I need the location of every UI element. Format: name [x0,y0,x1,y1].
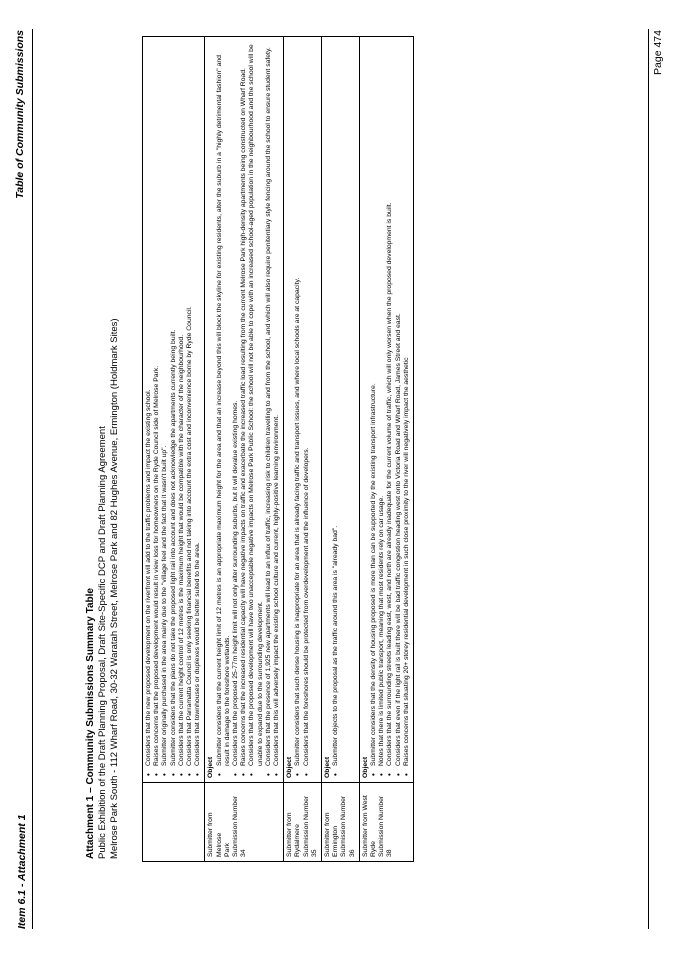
comment-point: • Raises concerns that the proposed development would result in view loss for homeowners on the Ryde Council side of Melrose Park. [153,41,161,766]
comment-point: • Considers that townhouses or duplexes would be better suited to the area. [194,41,202,766]
objection-label: Object [207,756,215,778]
submitter-line: Ryde [370,841,378,857]
comment-point: • Considers that the current height control of 12 metres is the maximum height that would be compatible with the character of the neighbourhood. [178,41,186,766]
comment-point: • Submitter objects to the proposal as the traffic around this area is "already bad". [332,41,340,766]
submitter-line: Submission Number 34 [232,795,248,857]
submitter-line: Park [223,843,231,857]
comment-point: • Submitter considers that the density of housing proposed is more than can be supported by the existing transport infrastructure. [370,41,378,766]
header-rule [32,29,33,929]
submitter-line: Ermington [332,826,340,857]
comment-point: • Submitter considers that such dense housing is inappropriate for an area that is already facing traffic and transport issues, and where local schools are at capacity. [294,41,302,766]
exhibition-subtitle: Public Exhibition of the Draft Planning Proposal, Draft Site-Specific DCP and Draft Planning Agreement [97,426,108,859]
comment-point: • Considers that Parramatta Council is only seeking financial benefits and not taking into account the extra cost and inconvenience borne by Ryde Council. [186,41,194,766]
submitter-line: Submission Number 36 [340,795,356,857]
submitter-cell [359,783,413,862]
submitter-cell [284,783,322,862]
attachment-title: Attachment 1 – Community Submissions Summary Table [85,588,96,859]
comment-point: • Considers that the foreshores should be protected from overdevelopment and the influence of developers. [303,41,311,766]
comment-cell [143,37,205,783]
item-header: Item 6.1 - Attachment 1 [16,814,28,929]
comment-point: • Considers that this will adversely impact the existing school culture and current, highly-positive learning environment. [273,41,281,766]
table-row [143,37,205,862]
site-subtitle: Melrose Park South - 112 Wharf Road, 30-32 Waratah Street, Melrose Park and 82 Hughes Avenue, Ermington (Holdmark Sites) [109,318,120,859]
comment-cell [359,37,413,783]
submissions-table [142,36,414,862]
table-row [205,37,284,862]
objection-label: Object [324,756,332,778]
comment-list [216,41,282,778]
comment-point: • Submitter originally purchased in the area mainly due to the "village feel and the fact that it wasn't built up". [161,41,169,766]
submitter-line: Submitter from Melrose [207,812,223,857]
comment-cell [284,37,322,783]
comment-point: • Submitter considers that the current height limit of 12 metres is an appropriate maximum height for the area and that an increase beyond this will block the skyline for existing residents, alter the suburb in a "highly detrimental fashion" and result in damage to the foreshore wetlands. [216,41,232,766]
comment-list [145,41,202,778]
submitter-line: Submission Number 38 [378,795,394,857]
title-block [84,99,121,859]
submitter-line: Submitter from West [361,795,369,857]
document-title-header: Table of Community Submissions [14,30,26,199]
submitter-cell [205,783,284,862]
comment-point: • Considers that even if the light rail is built there will be bad traffic congestion heading west onto Victoria Road and Wharf Road, James Street and east. [395,41,403,766]
submitter-line: Submission Number 35 [302,795,318,857]
comment-point: • Raises concerns that the increased residential capacity will have negative impacts on traffic and exacerbate the increased traffic load resulting from the current Melrose Park high-density apartments being constructed on Wharf Road. [240,41,248,766]
submitter-cell [322,783,360,862]
comment-point: • Notes that there is limited public transport, meaning that most residents rely on car usage. [378,41,386,766]
objection-label: Object [286,756,294,778]
table-row [284,37,322,862]
comment-cell [322,37,360,783]
comment-list [332,41,340,778]
comment-list [370,41,411,778]
comment-cell [205,37,284,783]
comment-list [294,41,310,778]
comment-point: • Raises concerns that situating 20+ storey residential development in such close proximity to the river will negatively impact the aesthetic [403,41,411,766]
submitter-cell [143,783,205,862]
comment-point: • Considers that the proposed 25-77m height limit will not only alter surrounding suburbs, but it will devalue existing homes. [232,41,240,766]
comment-point: • Considers that the presence of 1,925 new apartments will lead to an influx of traffic, increasing risk to children travelling to and from the school, and which will also require penitentiary style fencing around the school to ensure student safety. [265,41,273,766]
footer-rule [648,29,649,929]
comment-point: • Considers that the surrounding streets leading east, west, and north are already inadequate for the current volume of traffic, which will only worsen when the proposed development is built. [386,41,394,766]
submitter-line: Submitter from [324,812,332,857]
submitter-line: Submitter from [286,812,294,857]
objection-label: Object [361,756,369,778]
submitter-line: Rydalmere [294,824,302,857]
comment-point: • Considers that the proposed development will have two unacceptable negative impacts on Melrose Park Public School: the school will not be able to cope with an increased school-aged population in the neighbourhood and the school will be unable to expand due to the surrounding development. [248,41,264,766]
table-row [322,37,360,862]
table-row [359,37,413,862]
comment-point: • Considers that the new proposed development on the riverfront will add to the traffic problems and impact the existing school. [145,41,153,766]
page-number: Page 474 [652,30,664,75]
comment-point: • Submitter considers that the plans do not take the proposed light rail into account and does not acknowledge the apartments currently being built. [170,41,178,766]
